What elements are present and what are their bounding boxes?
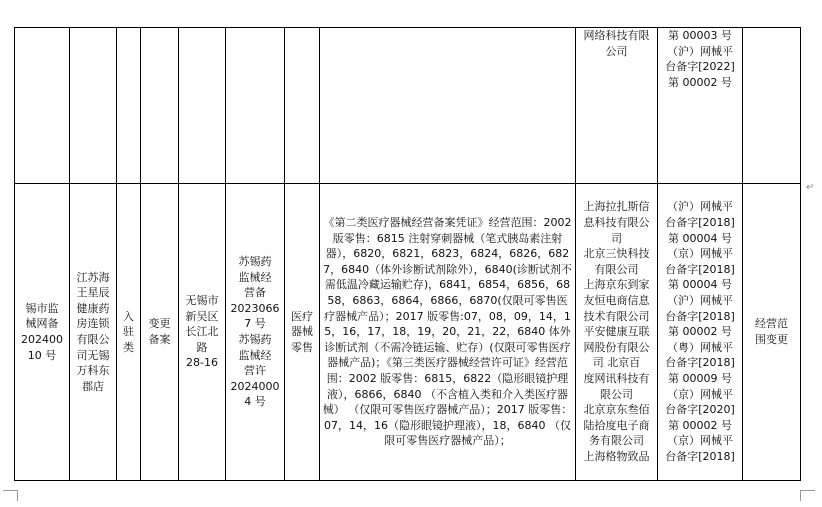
- record-number-cell: 锡市监 械网备 202400 10 号: [15, 184, 70, 481]
- table-row: [15, 28, 801, 184]
- business-type-cell: 医疗 器械 零售: [285, 184, 320, 481]
- business-scope-cell: 《第二类医疗器械经营备案凭证》经营范围：2002 版零售：6815 注射穿刺器械（笔式胰岛素注射器），6820，6821，6823，6824，6826，6827，6840（体外诊断试剂除外），6840(诊断试剂不需低温冷藏运输贮存)，6841，6854，6856，6858，6863，6864，6866，6870(仅限可零售医疗器械产品）；2017 版零售:07，08，09，14，15，16，17，18，19，20，21，22，6840 体外诊断试剂（不需冷链运输、贮存）(仅限可零售医疗器械产品)；《第三类医疗器械经营许可证》经营范围：2002 版零售：6815，6822（隐形眼镜护理液），6866，6840 （不含植入类和介入类医疗器械） （仅限可零售医疗器械产品）；2017 版零售：07，14，16（隐形眼镜护理液），18，6840 （仅限可零售医疗器械产品）；: [320, 184, 576, 481]
- table-row: [15, 184, 801, 481]
- platform-names-cell: 上海拉扎斯信 息科技有限公 司 北京三快科技 有限公司 上海京东到家 友恒电商信息 技术有限公司 平安健康互联 网股份有限公 司 北京百 度网讯科技有 限公司 北京京东叁佰 陆拾度电子商 务有限公司 上海格物致品: [576, 184, 658, 481]
- address-cell: 无锡市 新吴区 长江北 路 28-16: [179, 184, 226, 481]
- platform-names-cell: 网络科技有限 公司: [576, 28, 658, 184]
- category-cell: 入 驻 类: [117, 184, 141, 481]
- crop-mark-bottom-right: [800, 490, 815, 501]
- cell-empty: [320, 28, 576, 184]
- platform-record-numbers-cell: 第 00003 号 （沪）网械平 台备字[2022] 第 00002 号: [658, 28, 743, 184]
- crop-mark-bottom-left: [3, 490, 18, 501]
- cell-empty: [70, 28, 117, 184]
- cell-empty: [179, 28, 226, 184]
- cell-empty: [117, 28, 141, 184]
- cell-empty: [15, 28, 70, 184]
- record-table: [14, 27, 801, 481]
- remark-cell: 经营范 围变更: [743, 184, 801, 481]
- platform-record-numbers-cell: （沪）网械平 台备字[2018] 第 00004 号 （京）网械平 台备字[2018] 第 00004 号 （沪）网械平 台备字[2018] 第 00002 号 （粤）网械平 台备字[2018] 第 00009 号 （京）网械平 台备字[2020] 第 00002 号 （京）网械平 台备字[2018]: [658, 184, 743, 481]
- cell-empty: [226, 28, 285, 184]
- cell-empty: [141, 28, 179, 184]
- license-number-cell: 苏锡药 监械经 营备 2023066 7 号 苏锡药 监械经 营许 2024000 4 号: [226, 184, 285, 481]
- cell-empty: [285, 28, 320, 184]
- change-type-cell: 变更 备案: [141, 184, 179, 481]
- cell-empty: [743, 28, 801, 184]
- paragraph-mark-icon: ↵: [806, 182, 815, 193]
- company-name-cell: 江苏海 王星辰 健康药 房连锁 有限公 司无锡 万科东 郡店: [70, 184, 117, 481]
